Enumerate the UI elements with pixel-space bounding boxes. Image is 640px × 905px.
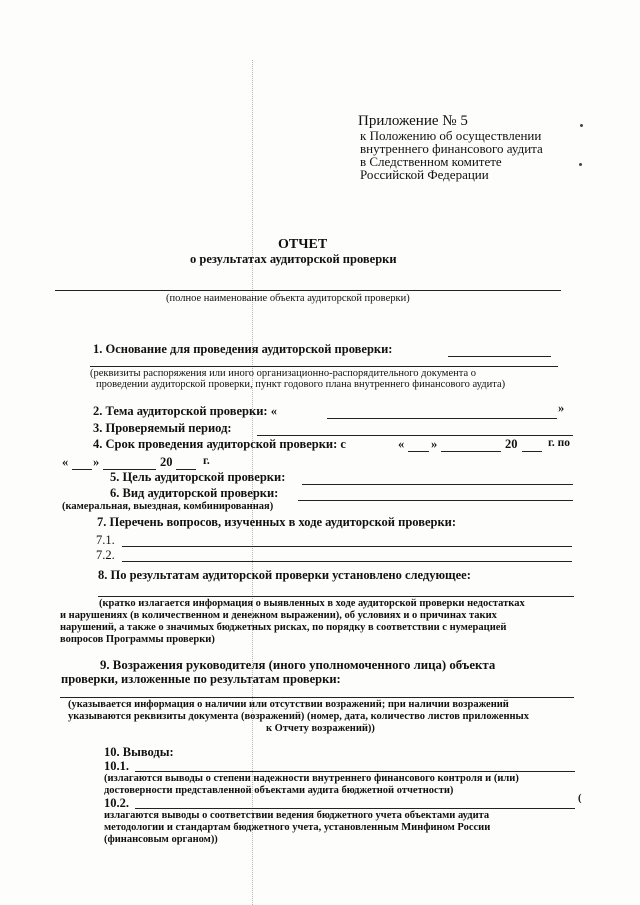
section-10-1-hint: достоверности представленной объектами аудита бюджетной отчетности) (104, 785, 454, 796)
section-1-hint: (реквизиты распоряжения или иного организационно-распорядительного документа о (90, 368, 476, 379)
section-9-hint: (указывается информация о наличии или отсутствии возражений; при наличии возражений (68, 699, 509, 710)
section-8-hint: нарушений, а также о значимых бюджетных рисках, по порядку в соответствии с нумерацией (60, 622, 507, 633)
appendix-line: к Положению об осуществлении (360, 128, 542, 143)
section-10-2-hint: (финансовым органом)) (104, 834, 218, 845)
report-title: ОТЧЕТ (278, 237, 328, 252)
section-7-item-line (122, 561, 572, 562)
section-8-hint: и нарушениях (в количественном и денежном выражении), об условиях и о причинах таких (60, 610, 497, 621)
scan-speck (580, 124, 583, 127)
section-8-label: 8. По результатам аудиторской проверки установлено следующее: (98, 568, 471, 582)
section-10-2-bracket: ( (578, 793, 582, 804)
section-6-line (298, 500, 573, 501)
scan-speck (579, 163, 582, 166)
section-4-quote-close: » (431, 437, 438, 451)
section-4-year-prefix: 20 (160, 455, 173, 469)
section-7-item-line (122, 546, 572, 547)
section-7-label: 7. Перечень вопросов, изученных в ходе аудиторской проверки: (97, 515, 457, 529)
object-name-hint: (полное наименование объекта аудиторской проверки) (166, 293, 410, 304)
section-3-label: 3. Проверяемый период: (93, 421, 232, 435)
section-10-1-line (135, 771, 575, 772)
section-10-2-label: 10.2. (104, 796, 129, 810)
section-4-day-line (72, 469, 92, 470)
section-10-2-hint: излагаются выводы о соответствии ведения бюджетного учета объектами аудита (104, 810, 490, 821)
section-4-quote-open: « (62, 455, 69, 469)
section-4-year-line (522, 451, 542, 452)
section-4-day-line (408, 451, 429, 452)
section-2-line (327, 418, 557, 419)
section-6-hint: (камеральная, выездная, комбинированная) (62, 501, 274, 512)
section-6-label: 6. Вид аудиторской проверки: (110, 486, 279, 500)
section-9-label: 9. Возражения руководителя (иного уполномоченного лица) объекта (100, 658, 496, 672)
section-8-hint: (кратко излагается информация о выявленных в ходе аудиторской проверки недостатках (99, 598, 525, 609)
section-5-label: 5. Цель аудиторской проверки: (110, 470, 286, 484)
section-8-line (98, 596, 574, 597)
section-2-close-quote: » (558, 401, 565, 415)
appendix-line: в Следственном комитете (360, 154, 502, 169)
report-subtitle: о результатах аудиторской проверки (190, 252, 397, 266)
section-4-quote-open: « (398, 437, 405, 451)
section-4-from-word: г. по (548, 437, 571, 449)
section-4-year-suffix: г. (203, 455, 210, 467)
appendix-title: Приложение № 5 (358, 113, 468, 129)
section-7-item-number: 7.1. (96, 533, 115, 547)
section-8-hint: вопросов Программы проверки) (60, 634, 215, 645)
section-4-month-line (441, 451, 501, 452)
section-10-2-line (135, 808, 575, 809)
section-1-hint: проведении аудиторской проверки, пункт годового плана внутреннего финансового аудита) (96, 379, 506, 390)
object-name-line (55, 290, 561, 291)
section-9-hint: к Отчету возражений)) (266, 723, 375, 734)
section-1-label: 1. Основание для проведения аудиторской проверки: (93, 342, 393, 356)
section-1-line (90, 366, 558, 367)
section-7-item-number: 7.2. (96, 548, 115, 562)
section-10-1-label: 10.1. (104, 759, 129, 773)
section-9-line (60, 697, 574, 698)
section-4-label: 4. Срок проведения аудиторской проверки: с (93, 437, 346, 451)
section-9-label: проверки, изложенные по результатам проверки: (61, 672, 341, 686)
section-1-line (448, 356, 551, 357)
section-4-quote-close: » (93, 455, 100, 469)
section-4-year-prefix: 20 (505, 437, 518, 451)
section-2-label: 2. Тема аудиторской проверки: « (93, 404, 277, 418)
section-10-1-hint: (излагаются выводы о степени надежности внутреннего финансового контроля и (или) (104, 773, 519, 784)
section-10-2-hint: методологии и стандартам бюджетного учета, установленным Минфином России (104, 822, 491, 833)
section-3-line (257, 435, 573, 436)
section-9-hint: указываются реквизиты документа (возражений) (номер, дата, количество листов приложенных (68, 711, 529, 722)
section-10-label: 10. Выводы: (104, 745, 174, 759)
section-5-line (302, 484, 573, 485)
appendix-line: Российской Федерации (360, 167, 489, 182)
appendix-line: внутреннего финансового аудита (360, 141, 543, 156)
